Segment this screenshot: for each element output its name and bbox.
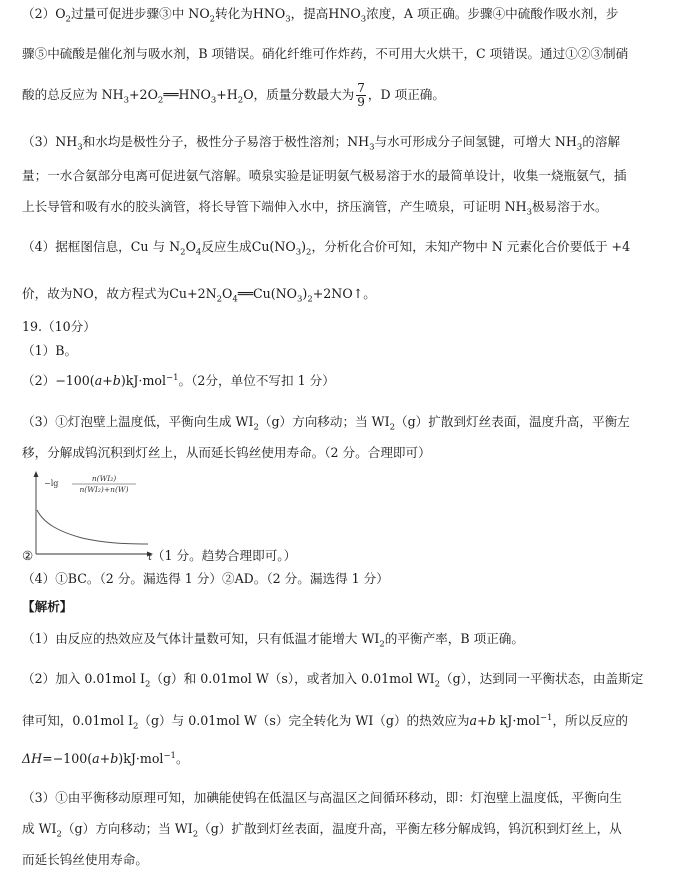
p3-line-1: $(3)NH_3$和水均是极性分子，极性分子易溶于极性溶剂；$NH_3$与水可形成分子间氢键，可增大 $NH_3$的溶解 — [22, 134, 621, 153]
p4-line-2: 价，故为NO，故方程式为$Cu+2N_2O_4══Cu(NO_3)_2+2NO↑$。 — [22, 286, 376, 305]
analysis-header: 【解析】 — [22, 599, 73, 614]
p3-line-3: 上长导管和吸有水的胶头滴管，将长导管下端伸入水中，挤压滴管，产生喷泉，可证明 $NH_3$极易溶于水。 — [22, 199, 608, 218]
p2-line-3: 酸的总反应为 $NH_3+2O_2══HNO_3+H_2O$，质量分数最大为 $\frac{7}{9}$ ，D 项正确。 — [22, 81, 445, 109]
p2-line-2: 骤⑤中硫酸是催化剂与吸水剂，B 项错误。硝化纤维可作炸药，不可用大火烘干，C 项错误。通过①②③制硝 — [22, 46, 629, 61]
q19-answer-3-graph-note-line: ② t（1 分。趋势合理即可。） — [22, 548, 297, 563]
graph-y-label-numerator: n(WI₂) — [91, 474, 117, 483]
analysis-line-7: 而延长钨丝使用寿命。 — [22, 852, 148, 867]
graph-y-label-prefix: −lg — [44, 479, 59, 488]
q19-answer-2: （2）−100(a+b)kJ·mol$^{-1}$。（2分，单位不写扣 1 分） — [22, 372, 335, 388]
analysis-line-3: 律可知，0.01mol $I_2(g)$与 0.01mol W（s）完全转化为 WI（g）的热效应为a+b kJ·mol$^{-1}$，所以反应的 — [22, 712, 629, 732]
graph-curve — [37, 510, 148, 544]
analysis-line-2: （2）加入 0.01mol $I_2(g)$和 0.01mol W（s），或者加入 0.01mol $WI_2(g)$，达到同一平衡状态，由盖斯定 — [22, 671, 644, 690]
q19-answer-3-line-2: 移，分解成钨沉积到灯丝上，从而延长钨丝使用寿命。（2 分。合理即可） — [22, 445, 431, 460]
graph-y-label-denominator: n(WI₂)+n(W) — [79, 485, 129, 494]
graph-y-arrow — [34, 471, 39, 477]
q19-answer-1: （1）B。 — [22, 343, 78, 358]
analysis-line-6: 成 $WI_2(g)$方向移动；当 $WI_2(g)$扩散到灯丝表面，温度升高，平衡左移分解成钨，钨沉积到灯丝上，从 — [22, 821, 622, 840]
analysis-line-1: （1）由反应的热效应及气体计量数可知，只有低温才能增大 $WI_2$的平衡产率，B 项正确。 — [22, 631, 524, 650]
analysis-line-5: （3）①由平衡移动原理可知，加碘能使钨在低温区与高温区之间循环移动，即：灯泡壁上温度低，平衡向生 — [22, 790, 622, 805]
p4-line-1: （4）据框图信息，Cu 与 $N_2O_4$反应生成$Cu(NO_3)_2$，分析化合价可知，未知产物中 N 元素化合价要低于 +4 — [22, 239, 631, 258]
q19-answer-3-line-1: （3）①灯泡壁上温度低，平衡向生成 $WI_2(g)$方向移动；当 $WI_2(g)$扩散到灯丝表面，温度升高，平衡左 — [22, 414, 630, 433]
p3-line-2: 量；一水合氨部分电离可促进氨气溶解。喷泉实验是证明氨气极易溶于水的最简单设计，收集一烧瓶氨气，插 — [22, 168, 627, 183]
p2-line-1: $(2)O_2$过量可促进步骤③中 $NO_2$转化为$HNO_3$，提高$HNO_3$浓度，A 项正确。步骤④中硫酸作吸水剂，步 — [22, 6, 619, 25]
q19-answer-4: （4）①BC。（2 分。漏选得 1 分）②AD。（2 分。漏选得 1 分） — [22, 571, 389, 586]
fraction-7-9: $\frac{7}{9}$ — [357, 81, 365, 109]
analysis-line-4: ΔH=−100(a+b)kJ·mol$^{-1}$。 — [22, 750, 189, 766]
q19-header: 19.（10分） — [22, 319, 96, 334]
